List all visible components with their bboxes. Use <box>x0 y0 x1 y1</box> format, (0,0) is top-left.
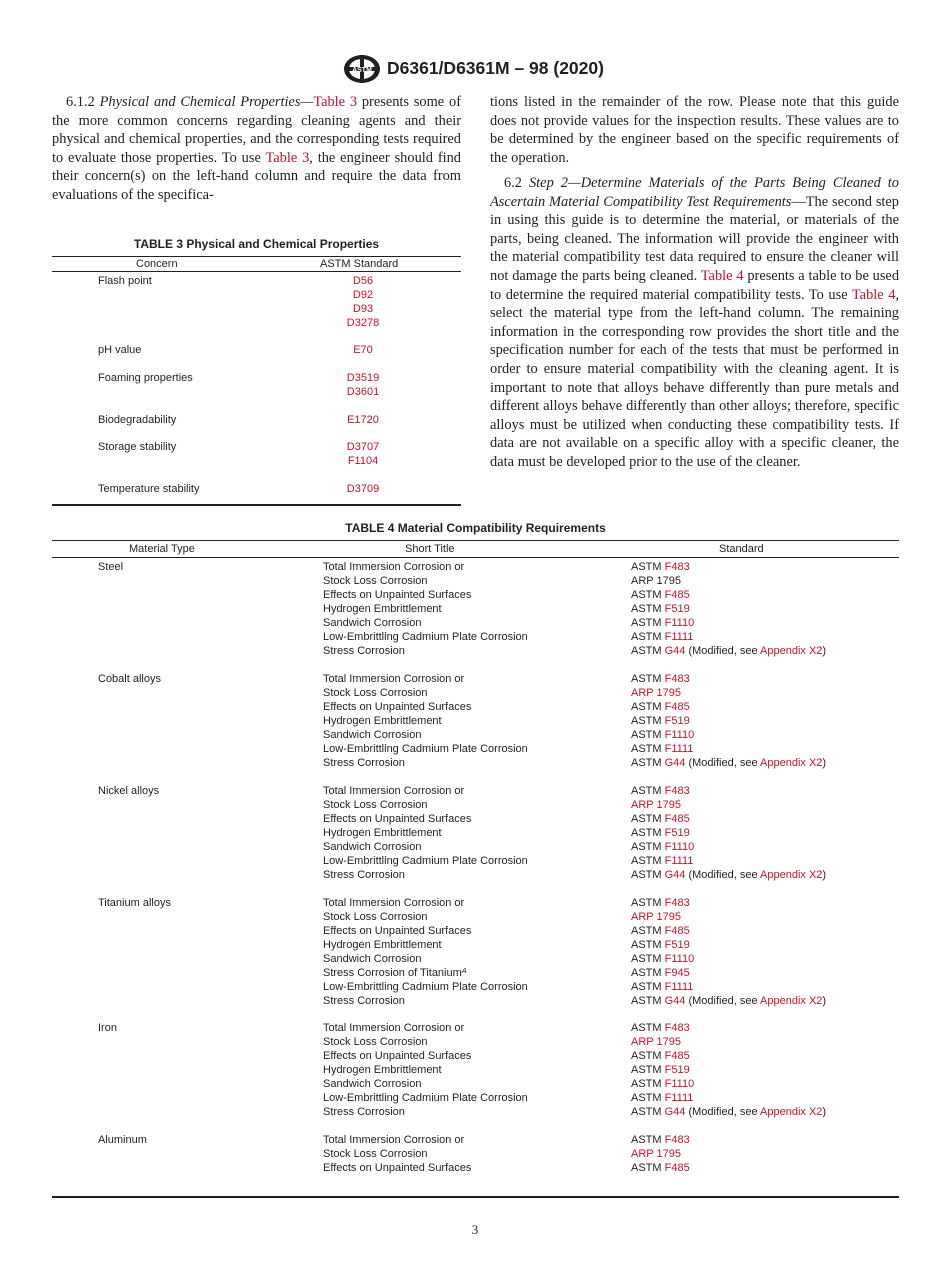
concern-cell: pH value <box>98 344 142 356</box>
astm-prefix: ASTM <box>631 1022 662 1034</box>
test-title: Stress Corrosion <box>323 1106 405 1118</box>
test-title: Low-Embrittling Cadmium Plate Corrosion <box>323 743 528 755</box>
footnote-marker: A <box>461 966 467 975</box>
astm-prefix: ASTM <box>631 589 662 601</box>
standard-link[interactable]: F485 <box>664 1050 690 1062</box>
concern-cell: Foaming properties <box>98 372 193 384</box>
standard-link[interactable]: F519 <box>664 715 690 727</box>
paragraph-6-1-2 <box>52 93 461 205</box>
standard-cell <box>631 826 826 840</box>
standard-link[interactable]: F1104 <box>347 455 379 467</box>
standard-cell <box>631 1105 826 1119</box>
standard-cell <box>631 1091 826 1105</box>
standard-link[interactable]: F483 <box>664 1022 690 1034</box>
standard-cell <box>631 980 826 994</box>
test-title: Low-Embrittling Cadmium Plate Corrosion <box>323 981 528 993</box>
standard-link[interactable]: F1111 <box>664 743 694 755</box>
standard-cell <box>631 784 826 798</box>
astm-prefix: ASTM <box>631 1162 662 1174</box>
standard-cell <box>631 756 826 770</box>
astm-prefix: ASTM <box>631 869 662 881</box>
astm-prefix: ASTM <box>631 855 662 867</box>
standard-link[interactable]: G44 <box>664 869 686 881</box>
standard-link[interactable]: F483 <box>664 1134 690 1146</box>
astm-prefix: ASTM <box>631 995 662 1007</box>
astm-prefix: ASTM <box>631 701 662 713</box>
appendix-x2-link[interactable]: Appendix X2 <box>760 645 823 657</box>
test-title: Hydrogen Embrittlement <box>323 939 442 951</box>
astm-prefix: ASTM <box>631 981 662 993</box>
standard-cell: ARP 1795 <box>631 575 681 587</box>
test-title: Sandwich Corrosion <box>323 617 422 629</box>
table-3-body <box>52 272 461 506</box>
standard-link[interactable]: F485 <box>664 813 690 825</box>
astm-prefix: ASTM <box>631 1092 662 1104</box>
concern-cell: Biodegradability <box>98 414 177 426</box>
standard-link[interactable]: F485 <box>664 1162 690 1174</box>
test-title: Effects on Unpainted Surfaces <box>323 813 472 825</box>
standard-link[interactable]: F1111 <box>664 631 694 643</box>
table-4-header <box>52 541 899 558</box>
standard-link[interactable]: F1110 <box>664 617 695 629</box>
test-title: Stock Loss Corrosion <box>323 799 428 811</box>
astm-prefix: ASTM <box>631 813 662 825</box>
astm-prefix: ASTM <box>631 785 662 797</box>
astm-prefix: ASTM <box>631 603 662 615</box>
standard-cell <box>631 966 826 980</box>
standard-cell <box>631 938 826 952</box>
standard-link[interactable]: F483 <box>664 897 690 909</box>
test-title: Hydrogen Embrittlement <box>323 603 442 615</box>
standard-link[interactable]: F485 <box>664 925 690 937</box>
standard-cell <box>631 840 826 854</box>
test-title: Total Immersion Corrosion or <box>323 1134 465 1146</box>
standard-link[interactable]: F1111 <box>664 1092 694 1104</box>
astm-prefix: ASTM <box>631 925 662 937</box>
standard-link[interactable]: F945 <box>664 967 690 979</box>
column-header-short-title: Short Title <box>405 543 455 555</box>
standard-cell <box>631 1161 690 1175</box>
standard-link[interactable]: G44 <box>664 757 686 769</box>
standard-cell <box>631 728 826 742</box>
standard-cell <box>631 896 826 910</box>
standard-link[interactable]: F519 <box>664 827 690 839</box>
astm-prefix: ASTM <box>631 1106 662 1118</box>
test-title: Stress Corrosion <box>323 757 405 769</box>
astm-prefix: ASTM <box>631 827 662 839</box>
g44-note: (Modified, see <box>685 1106 761 1118</box>
test-title: Low-Embrittling Cadmium Plate Corrosion <box>323 1092 528 1104</box>
standard-cell <box>631 812 826 826</box>
section-number: 6.1.2 <box>66 94 95 110</box>
astm-prefix: ASTM <box>631 757 662 769</box>
standard-link[interactable]: F1111 <box>664 855 694 867</box>
test-title: Stock Loss Corrosion <box>323 575 428 587</box>
standard-link[interactable]: F1110 <box>664 729 695 741</box>
standard-link[interactable]: G44 <box>664 645 686 657</box>
standard-link[interactable]: D93 <box>352 303 374 315</box>
arp-1795-link[interactable]: ARP 1795 <box>631 687 681 699</box>
standard-link[interactable]: F519 <box>664 939 690 951</box>
standard-cell <box>631 742 826 756</box>
test-title: Stock Loss Corrosion <box>323 687 428 699</box>
g44-note: ) <box>822 1106 827 1118</box>
paragraph-6-2 <box>490 174 899 472</box>
astm-prefix: ASTM <box>631 897 662 909</box>
paragraph-text: , the engineer should find their concern(s) on the left-hand column and require the data from evaluations of the specifica- <box>52 149 462 203</box>
material-cell: Steel <box>98 561 124 573</box>
test-title: Total Immersion Corrosion or <box>323 561 465 573</box>
table-3 <box>52 236 461 506</box>
appendix-x2-link[interactable]: Appendix X2 <box>760 1106 823 1118</box>
test-title: Total Immersion Corrosion or <box>323 785 465 797</box>
g44-note: ) <box>822 645 827 657</box>
section-title: Step 2—Determine Materials of the Parts Being Cleaned to Ascertain Material Compatibility Test Requirements <box>490 175 899 210</box>
standard-link[interactable]: G44 <box>664 995 686 1007</box>
table-4-link[interactable]: Table 4 <box>700 267 744 284</box>
test-title: Stress Corrosion <box>323 869 405 881</box>
standard-cell <box>631 1049 826 1063</box>
astm-prefix: ASTM <box>631 743 662 755</box>
table-3-header <box>52 257 461 272</box>
standard-link[interactable]: F1110 <box>664 1078 695 1090</box>
standard-cell <box>631 1133 690 1147</box>
paragraph-6-1-2-continued: tions listed in the remainder of the row. Please note that this guide does not provide values for the inspection results. These values are to be determined by the engineer based on the specific requirements of the operation. <box>490 94 899 166</box>
column-header-standard: Standard <box>719 543 764 555</box>
column-header-material-type: Material Type <box>129 543 195 555</box>
material-cell: Cobalt alloys <box>98 673 161 685</box>
standard-link[interactable]: F483 <box>664 561 690 573</box>
material-cell: Nickel alloys <box>98 785 160 797</box>
standard-link[interactable]: F519 <box>664 603 690 615</box>
test-title: Total Immersion Corrosion or <box>323 1022 465 1034</box>
test-title: Total Immersion Corrosion or <box>323 897 465 909</box>
concern-cell: Storage stability <box>98 441 177 453</box>
g44-note: ) <box>822 757 827 769</box>
concern-cell: Temperature stability <box>98 483 200 495</box>
g44-note: ) <box>822 869 827 881</box>
standard-cell <box>631 994 826 1008</box>
table-3-link[interactable]: Table 3 <box>313 94 358 110</box>
standard-cell <box>631 924 826 938</box>
standard-link[interactable]: D3709 <box>346 483 380 495</box>
paragraph-text: presents some of the more common concerns regarding cleaning agents and their physical and chemical properties, and the corresponding tests required to evaluate those properties. To use <box>52 94 461 166</box>
test-title: Hydrogen Embrittlement <box>323 715 442 727</box>
astm-prefix: ASTM <box>631 1134 662 1146</box>
standard-link[interactable]: F483 <box>664 673 690 685</box>
paragraph-text: presents a table to be used to determine the required material compatibility tests. To use <box>490 267 900 303</box>
standard-cell <box>631 672 826 686</box>
test-title: Effects on Unpainted Surfaces <box>323 589 472 601</box>
standard-cell <box>631 588 826 602</box>
appendix-x2-link[interactable]: Appendix X2 <box>760 757 823 769</box>
concern-cell: Flash point <box>98 275 152 287</box>
astm-prefix: ASTM <box>631 1064 662 1076</box>
standard-cell <box>631 560 826 574</box>
astm-prefix: ASTM <box>631 673 662 685</box>
section-dash: — <box>300 94 314 110</box>
arp-1795-link[interactable]: ARP 1795 <box>631 911 681 923</box>
standard-cell <box>631 644 826 658</box>
standard-link[interactable]: D3519 <box>346 372 380 384</box>
paragraph-text: —The second step in using this guide is to determine the material, or materials of the parts, being cleaned. The information will provide the engineer with the material compatibility test data required to ensure the cleaner will not damage the parts being cleaned. <box>490 193 900 284</box>
appendix-x2-link[interactable]: Appendix X2 <box>760 869 823 881</box>
standard-link[interactable]: G44 <box>664 1106 686 1118</box>
arp-1795-link[interactable]: ARP 1795 <box>631 1148 681 1160</box>
appendix-x2-link[interactable]: Appendix X2 <box>760 995 823 1007</box>
test-title: Total Immersion Corrosion or <box>323 673 465 685</box>
standard-link[interactable]: F1110 <box>664 841 695 853</box>
test-title: Sandwich Corrosion <box>323 1078 422 1090</box>
document-designation: D6361/D6361M – 98 (2020) <box>387 58 604 78</box>
test-title: Stock Loss Corrosion <box>323 1036 428 1048</box>
test-title: Low-Embrittling Cadmium Plate Corrosion <box>323 631 528 643</box>
standard-cell <box>631 1063 826 1077</box>
g44-note: (Modified, see <box>685 995 761 1007</box>
g44-note: (Modified, see <box>685 645 761 657</box>
standard-link[interactable]: F1110 <box>664 953 695 965</box>
standard-cell <box>631 1021 826 1035</box>
test-title: Hydrogen Embrittlement <box>323 827 442 839</box>
astm-prefix: ASTM <box>631 939 662 951</box>
material-cell: Aluminum <box>98 1134 147 1146</box>
standard-cell <box>631 700 826 714</box>
standard-link[interactable]: F485 <box>664 589 690 601</box>
g44-note: (Modified, see <box>685 757 761 769</box>
paragraph-text: , select the material type from the left-hand column. The remaining information in the corresponding row provides the short title and the specification number for each of the tests that must be performed in order to ensure material compatibility with the cleaning agent. It is important to note that alloys behave differently than pure metals and different alloys behave differently than other alloys; therefore, specific alloys must be utilized when conducting these compatibility tests. If data are not available on a specific alloy with a specific cleaner, the data must be developed prior to the use of the cleaner. <box>490 286 899 470</box>
standard-link[interactable]: F1111 <box>664 981 694 993</box>
test-title: Stock Loss Corrosion <box>323 1148 428 1160</box>
astm-prefix: ASTM <box>631 841 662 853</box>
astm-prefix: ASTM <box>631 561 662 573</box>
standard-link[interactable]: F519 <box>664 1064 690 1076</box>
material-cell: Iron <box>98 1022 117 1034</box>
table-4-caption: TABLE 4 Material Compatibility Requirements <box>345 521 606 535</box>
column-header-concern: Concern <box>136 258 178 270</box>
standard-link[interactable]: F485 <box>664 701 690 713</box>
section-number: 6.2 <box>504 175 522 191</box>
section-title: Physical and Chemical Properties <box>99 94 301 110</box>
test-title: Stock Loss Corrosion <box>323 911 428 923</box>
table-4-link[interactable]: Table 4 <box>851 286 896 303</box>
test-title: Effects on Unpainted Surfaces <box>323 701 472 713</box>
g44-note: (Modified, see <box>685 869 761 881</box>
astm-prefix: ASTM <box>631 631 662 643</box>
standard-link[interactable]: D92 <box>352 289 374 301</box>
g44-note: ) <box>822 995 827 1007</box>
astm-prefix: ASTM <box>631 715 662 727</box>
arp-1795-link[interactable]: ARP 1795 <box>631 1036 681 1048</box>
table-3-link[interactable]: Table 3 <box>265 149 310 166</box>
astm-logo-icon <box>343 54 381 84</box>
standard-cell <box>631 714 826 728</box>
page-number: 3 <box>471 1222 479 1237</box>
standard-cell <box>631 616 826 630</box>
test-title-with-footnote <box>323 966 528 980</box>
test-title: Effects on Unpainted Surfaces <box>323 1162 472 1174</box>
table-3-caption: TABLE 3 Physical and Chemical Properties <box>133 237 380 251</box>
test-title: Sandwich Corrosion <box>323 729 422 741</box>
test-title: Sandwich Corrosion <box>323 953 422 965</box>
standard-cell <box>631 630 826 644</box>
standard-link[interactable]: E1720 <box>347 414 379 426</box>
table-4 <box>52 520 899 1198</box>
table-4-body <box>52 558 899 1198</box>
arp-1795-link[interactable]: ARP 1795 <box>631 799 681 811</box>
astm-prefix: ASTM <box>631 967 662 979</box>
logo-text: ASTM <box>352 67 372 74</box>
test-title: Effects on Unpainted Surfaces <box>323 1050 472 1062</box>
test-title: Effects on Unpainted Surfaces <box>323 925 472 937</box>
standard-cell <box>631 952 826 966</box>
astm-prefix: ASTM <box>631 1050 662 1062</box>
test-title: Sandwich Corrosion <box>323 841 422 853</box>
standard-link[interactable]: D3278 <box>346 317 380 329</box>
standard-cell <box>631 868 826 882</box>
test-title: Stress Corrosion <box>323 645 405 657</box>
standard-link[interactable]: D3601 <box>346 386 380 398</box>
standard-cell <box>631 1077 826 1091</box>
page-header <box>0 52 950 86</box>
column-header-astm-standard: ASTM Standard <box>320 258 399 270</box>
test-title: Stress Corrosion <box>323 995 405 1007</box>
astm-prefix: ASTM <box>631 617 662 629</box>
astm-prefix: ASTM <box>631 1078 662 1090</box>
standard-cell <box>631 854 826 868</box>
astm-prefix: ASTM <box>631 645 662 657</box>
test-title: Low-Embrittling Cadmium Plate Corrosion <box>323 855 528 867</box>
standard-link[interactable]: F483 <box>664 785 690 797</box>
material-cell: Titanium alloys <box>98 897 171 909</box>
standard-link[interactable]: D3707 <box>346 441 380 453</box>
test-title: Hydrogen Embrittlement <box>323 1064 442 1076</box>
standard-link[interactable]: D56 <box>352 275 374 287</box>
test-title: Stress Corrosion of Titanium <box>323 967 462 979</box>
astm-prefix: ASTM <box>631 953 662 965</box>
standard-cell <box>631 602 826 616</box>
standard-link[interactable]: E70 <box>353 344 373 356</box>
astm-prefix: ASTM <box>631 729 662 741</box>
